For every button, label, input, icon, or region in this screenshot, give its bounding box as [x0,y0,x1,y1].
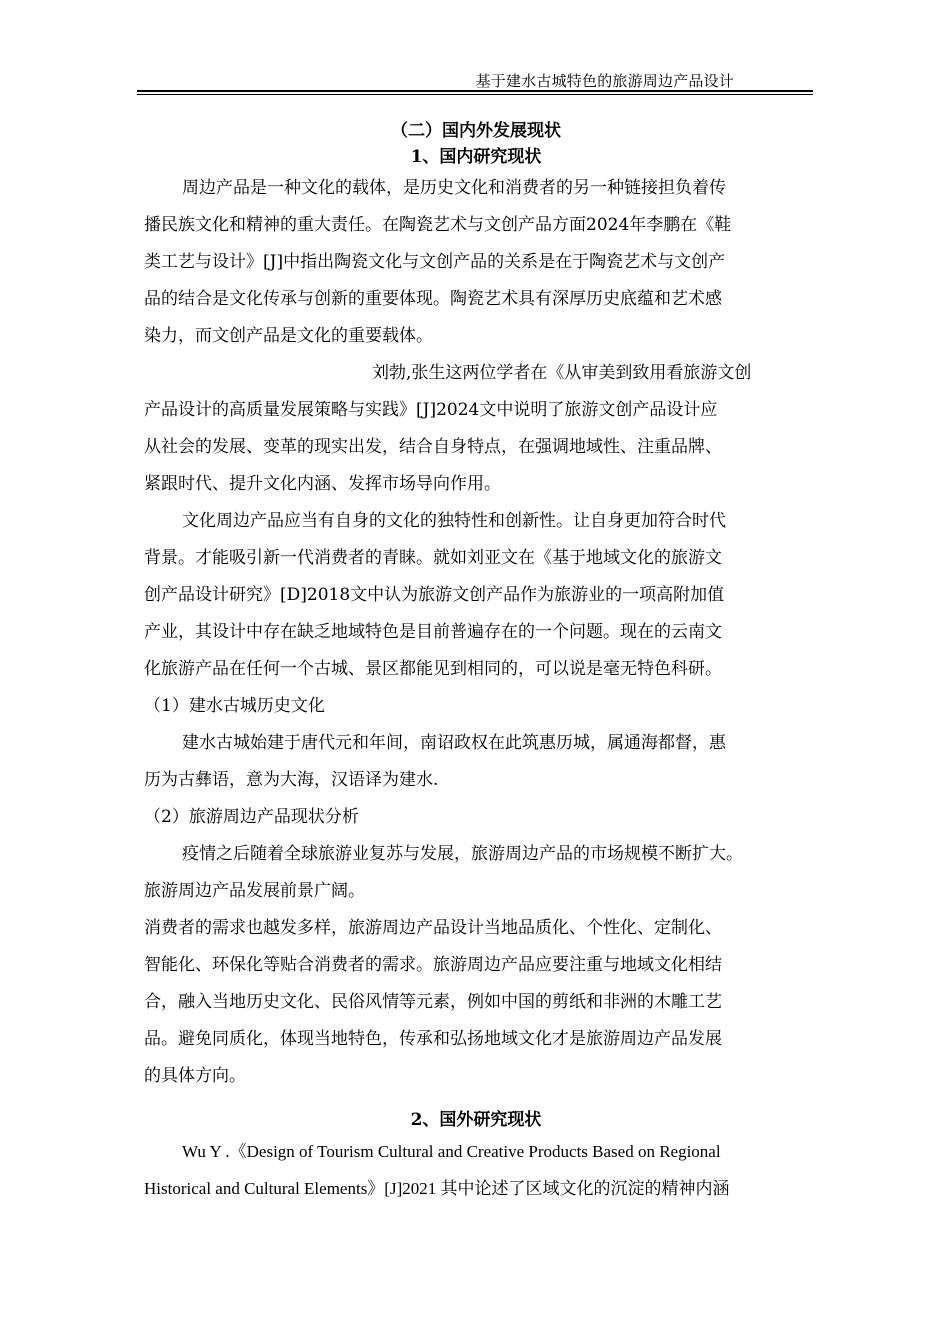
section-title: （二）国内外发展现状 [391,121,561,141]
paragraph-line: 建水古城始建于唐代元和年间，南诏政权在此筑惠历城，属通海都督，惠 [182,733,726,753]
paragraph-line: 产品设计的高质量发展策略与实践》[J]2024文中说明了旅游文创产品设计应 [144,400,718,420]
paragraph-line: 品的结合是文化传承与创新的重要体现。陶瓷艺术具有深厚历史底蕴和艺术感 [144,289,722,309]
paragraph-line: 文化周边产品应当有自身的文化的独特性和创新性。让自身更加符合时代 [182,511,726,531]
paragraph-line: 类工艺与设计》[J]中指出陶瓷文化与文创产品的关系是在于陶瓷艺术与文创产 [144,252,726,272]
paragraph-line: 周边产品是一种文化的载体，是历史文化和消费者的另一种链接担负着传 [182,178,726,198]
paragraph-line: 刘勃,张生这两位学者在《从审美到致用看旅游文创 [372,363,752,383]
paragraph-line: 播民族文化和精神的重大责任。在陶瓷艺术与文创产品方面2024年李鹏在《鞋 [144,215,732,235]
list-heading-history [144,688,808,725]
paragraph-line: 品。避免同质化，体现当地特色，传承和弘扬地域文化才是旅游周边产品发展 [144,1029,722,1049]
paragraph-line: Historical and Cultural Elements》[J]2021 其中论述了区域文化的沉淀的精神内涵 [144,1179,730,1198]
subsection-title-foreign: 2、国外研究现状 [410,1110,542,1130]
page-content [144,118,808,1207]
paragraph-line: 合，融入当地历史文化、民俗风情等元素，例如中国的剪纸和非洲的木雕工艺 [144,992,722,1012]
paragraph-uniqueness [144,503,808,688]
list-heading-label: （1）建水古城历史文化 [144,696,325,716]
paragraph-line: 创产品设计研究》[D]2018文中认为旅游文创产品作为旅游业的一项高附加值 [144,585,725,605]
paragraph-line: 背景。才能吸引新一代消费者的青睐。就如刘亚文在《基于地域文化的旅游文 [144,548,722,568]
paragraph-line: 疫情之后随着全球旅游业复苏与发展，旅游周边产品的市场规模不断扩大。 [182,844,743,864]
paragraph-line: 的具体方向。 [144,1066,246,1086]
header-rule-thick [137,90,813,92]
paragraph-line: 智能化、环保化等贴合消费者的需求。旅游周边产品应要注重与地域文化相结 [144,955,722,975]
paragraph-aesthetics [144,355,808,503]
subsection-title-domestic: 1、国内研究现状 [410,147,542,167]
paragraph-line: 旅游周边产品发展前景广阔。 [144,881,365,901]
paragraph-line: 从社会的发展、变革的现实出发，结合自身特点，在强调地域性、注重品牌、 [144,437,722,457]
paragraph-line: 产业，其设计中存在缺乏地域特色是目前普遍存在的一个问题。现在的云南文 [144,622,722,642]
paragraph-line: 紧跟时代、提升文化内涵、发挥市场导向作用。 [144,474,501,494]
paragraph-market [144,836,808,910]
header-rule-thin [137,94,813,95]
paragraph-ceramics [144,170,808,355]
paragraph-consumer-needs [144,910,808,1095]
paragraph-history [144,725,808,799]
paragraph-line: 历为古彝语，意为大海，汉语译为建水. [144,770,439,790]
paragraph-line: 染力，而文创产品是文化的重要载体。 [144,326,433,346]
running-header: 基于建水古城特色的旅游周边产品设计 [475,72,734,90]
list-heading-label: （2）旅游周边产品现状分析 [144,807,359,827]
paragraph-foreign-research [144,1133,808,1207]
paragraph-line: 消费者的需求也越发多样，旅游周边产品设计当地品质化、个性化、定制化、 [144,918,722,938]
paragraph-line: 化旅游产品在任何一个古城、景区都能见到相同的，可以说是毫无特色科研。 [144,659,722,679]
paragraph-line: Wu Y .《Design of Tourism Cultural and Creative Products Based on Regional [182,1142,721,1161]
list-heading-analysis [144,799,808,836]
